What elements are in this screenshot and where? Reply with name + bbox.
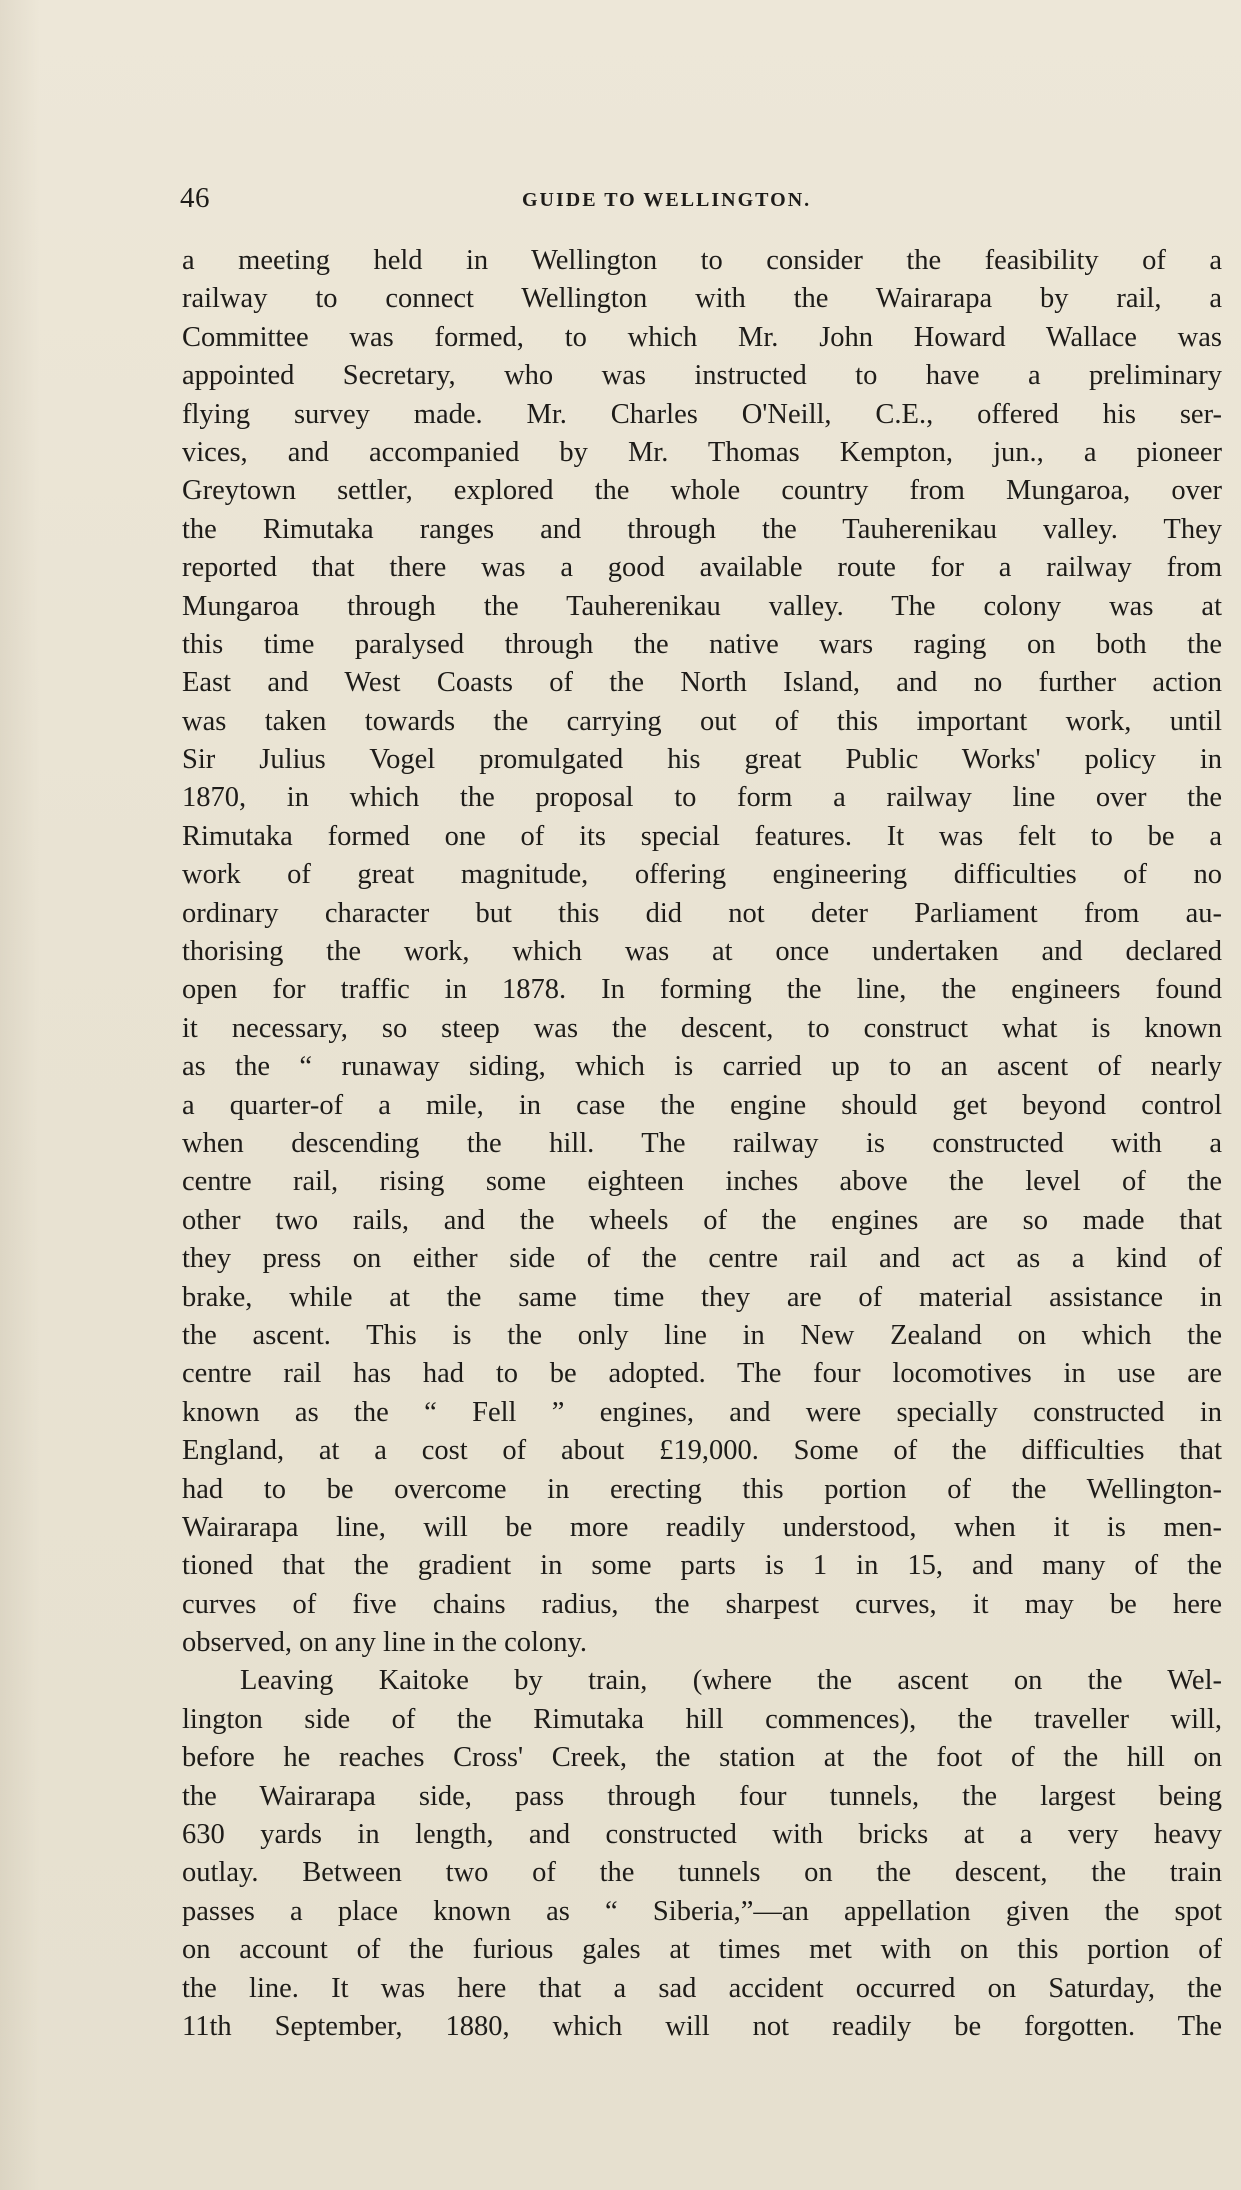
text-line: was taken towards the carrying out of this important work, until bbox=[182, 705, 1222, 737]
page-header bbox=[180, 178, 1220, 218]
text-line: this time paralysed through the native wars raging on both the bbox=[182, 628, 1222, 660]
text-line: Sir Julius Vogel promulgated his great Public Works' policy in bbox=[182, 744, 1222, 776]
text-line: a quarter-of a mile, in case the engine should get beyond control bbox=[182, 1089, 1222, 1121]
text-line: when descending the hill. The railway is constructed with a bbox=[182, 1127, 1222, 1159]
text-line: Mungaroa through the Tauherenikau valley. The colony was at bbox=[182, 590, 1222, 622]
text-line: Rimutaka formed one of its special features. It was felt to be a bbox=[182, 820, 1222, 852]
text-line: vices, and accompanied by Mr. Thomas Kempton, jun., a pioneer bbox=[182, 436, 1222, 468]
text-line: railway to connect Wellington with the Wairarapa by rail, a bbox=[182, 283, 1222, 315]
text-line: Committee was formed, to which Mr. John Howard Wallace was bbox=[182, 321, 1222, 353]
text-line: centre rail, rising some eighteen inches above the level of the bbox=[182, 1166, 1222, 1198]
text-line: thorising the work, which was at once undertaken and declared bbox=[182, 936, 1222, 968]
text-line: open for traffic in 1878. In forming the line, the engineers found bbox=[182, 974, 1222, 1006]
text-line: flying survey made. Mr. Charles O'Neill, C.E., offered his ser- bbox=[182, 398, 1222, 430]
text-line: the ascent. This is the only line in New Zealand on which the bbox=[182, 1319, 1222, 1351]
text-line: 11th September, 1880, which will not readily be forgotten. The bbox=[182, 2010, 1222, 2042]
page-number: 46 bbox=[180, 182, 210, 214]
text-line: on account of the furious gales at times met with on this portion of bbox=[182, 1934, 1222, 1966]
text-line: had to be overcome in erecting this portion of the Wellington- bbox=[182, 1473, 1222, 1505]
text-line: tioned that the gradient in some parts is 1 in 15, and many of the bbox=[182, 1550, 1222, 1582]
text-line: a meeting held in Wellington to consider the feasibility of a bbox=[182, 245, 1222, 276]
text-line: reported that there was a good available route for a railway from bbox=[182, 552, 1222, 584]
body-text bbox=[182, 242, 1222, 2046]
running-title: GUIDE TO WELLINGTON. bbox=[522, 189, 812, 211]
text-line: England, at a cost of about £19,000. Some of the difficulties that bbox=[182, 1435, 1222, 1467]
text-line: curves of five chains radius, the sharpest curves, it may be here bbox=[182, 1588, 1222, 1620]
text-line: the Wairarapa side, pass through four tunnels, the largest being bbox=[182, 1780, 1222, 1812]
text-line: it necessary, so steep was the descent, to construct what is known bbox=[182, 1012, 1222, 1044]
text-line: 630 yards in length, and constructed with bricks at a very heavy bbox=[182, 1819, 1222, 1851]
text-line: Greytown settler, explored the whole country from Mungaroa, over bbox=[182, 475, 1222, 507]
text-line: the Rimutaka ranges and through the Tauherenikau valley. They bbox=[182, 513, 1222, 545]
text-line: before he reaches Cross' Creek, the station at the foot of the hill on bbox=[182, 1742, 1222, 1774]
text-line: appointed Secretary, who was instructed to have a preliminary bbox=[182, 360, 1222, 392]
page-gutter-shadow bbox=[0, 0, 40, 2190]
text-line: East and West Coasts of the North Island, and no further action bbox=[182, 667, 1222, 699]
text-line: they press on either side of the centre rail and act as a kind of bbox=[182, 1243, 1222, 1275]
text-line: known as the “ Fell ” engines, and were specially constructed in bbox=[182, 1396, 1222, 1428]
text-line: brake, while at the same time they are of material assistance in bbox=[182, 1281, 1222, 1313]
text-line: centre rail has had to be adopted. The four locomotives in use are bbox=[182, 1358, 1222, 1390]
text-line: ordinary character but this did not deter Parliament from au- bbox=[182, 897, 1222, 929]
text-line: as the “ runaway siding, which is carried up to an ascent of nearly bbox=[182, 1051, 1222, 1083]
text-line: other two rails, and the wheels of the engines are so made that bbox=[182, 1204, 1222, 1236]
text-line: outlay. Between two of the tunnels on the descent, the train bbox=[182, 1857, 1222, 1889]
text-line: passes a place known as “ Siberia,”—an appellation given the spot bbox=[182, 1895, 1222, 1927]
text-line: the line. It was here that a sad accident occurred on Saturday, the bbox=[182, 1972, 1222, 2004]
paragraph-start-line: Leaving Kaitoke by train, (where the ascent on the Wel- bbox=[240, 1665, 1222, 1697]
paragraph-end-line: observed, on any line in the colony. bbox=[182, 1627, 587, 1659]
text-line: work of great magnitude, offering engineering difficulties of no bbox=[182, 859, 1222, 891]
text-line: lington side of the Rimutaka hill commences), the traveller will, bbox=[182, 1703, 1222, 1735]
text-line: Wairarapa line, will be more readily understood, when it is men- bbox=[182, 1511, 1222, 1543]
text-line: 1870, in which the proposal to form a railway line over the bbox=[182, 782, 1222, 814]
